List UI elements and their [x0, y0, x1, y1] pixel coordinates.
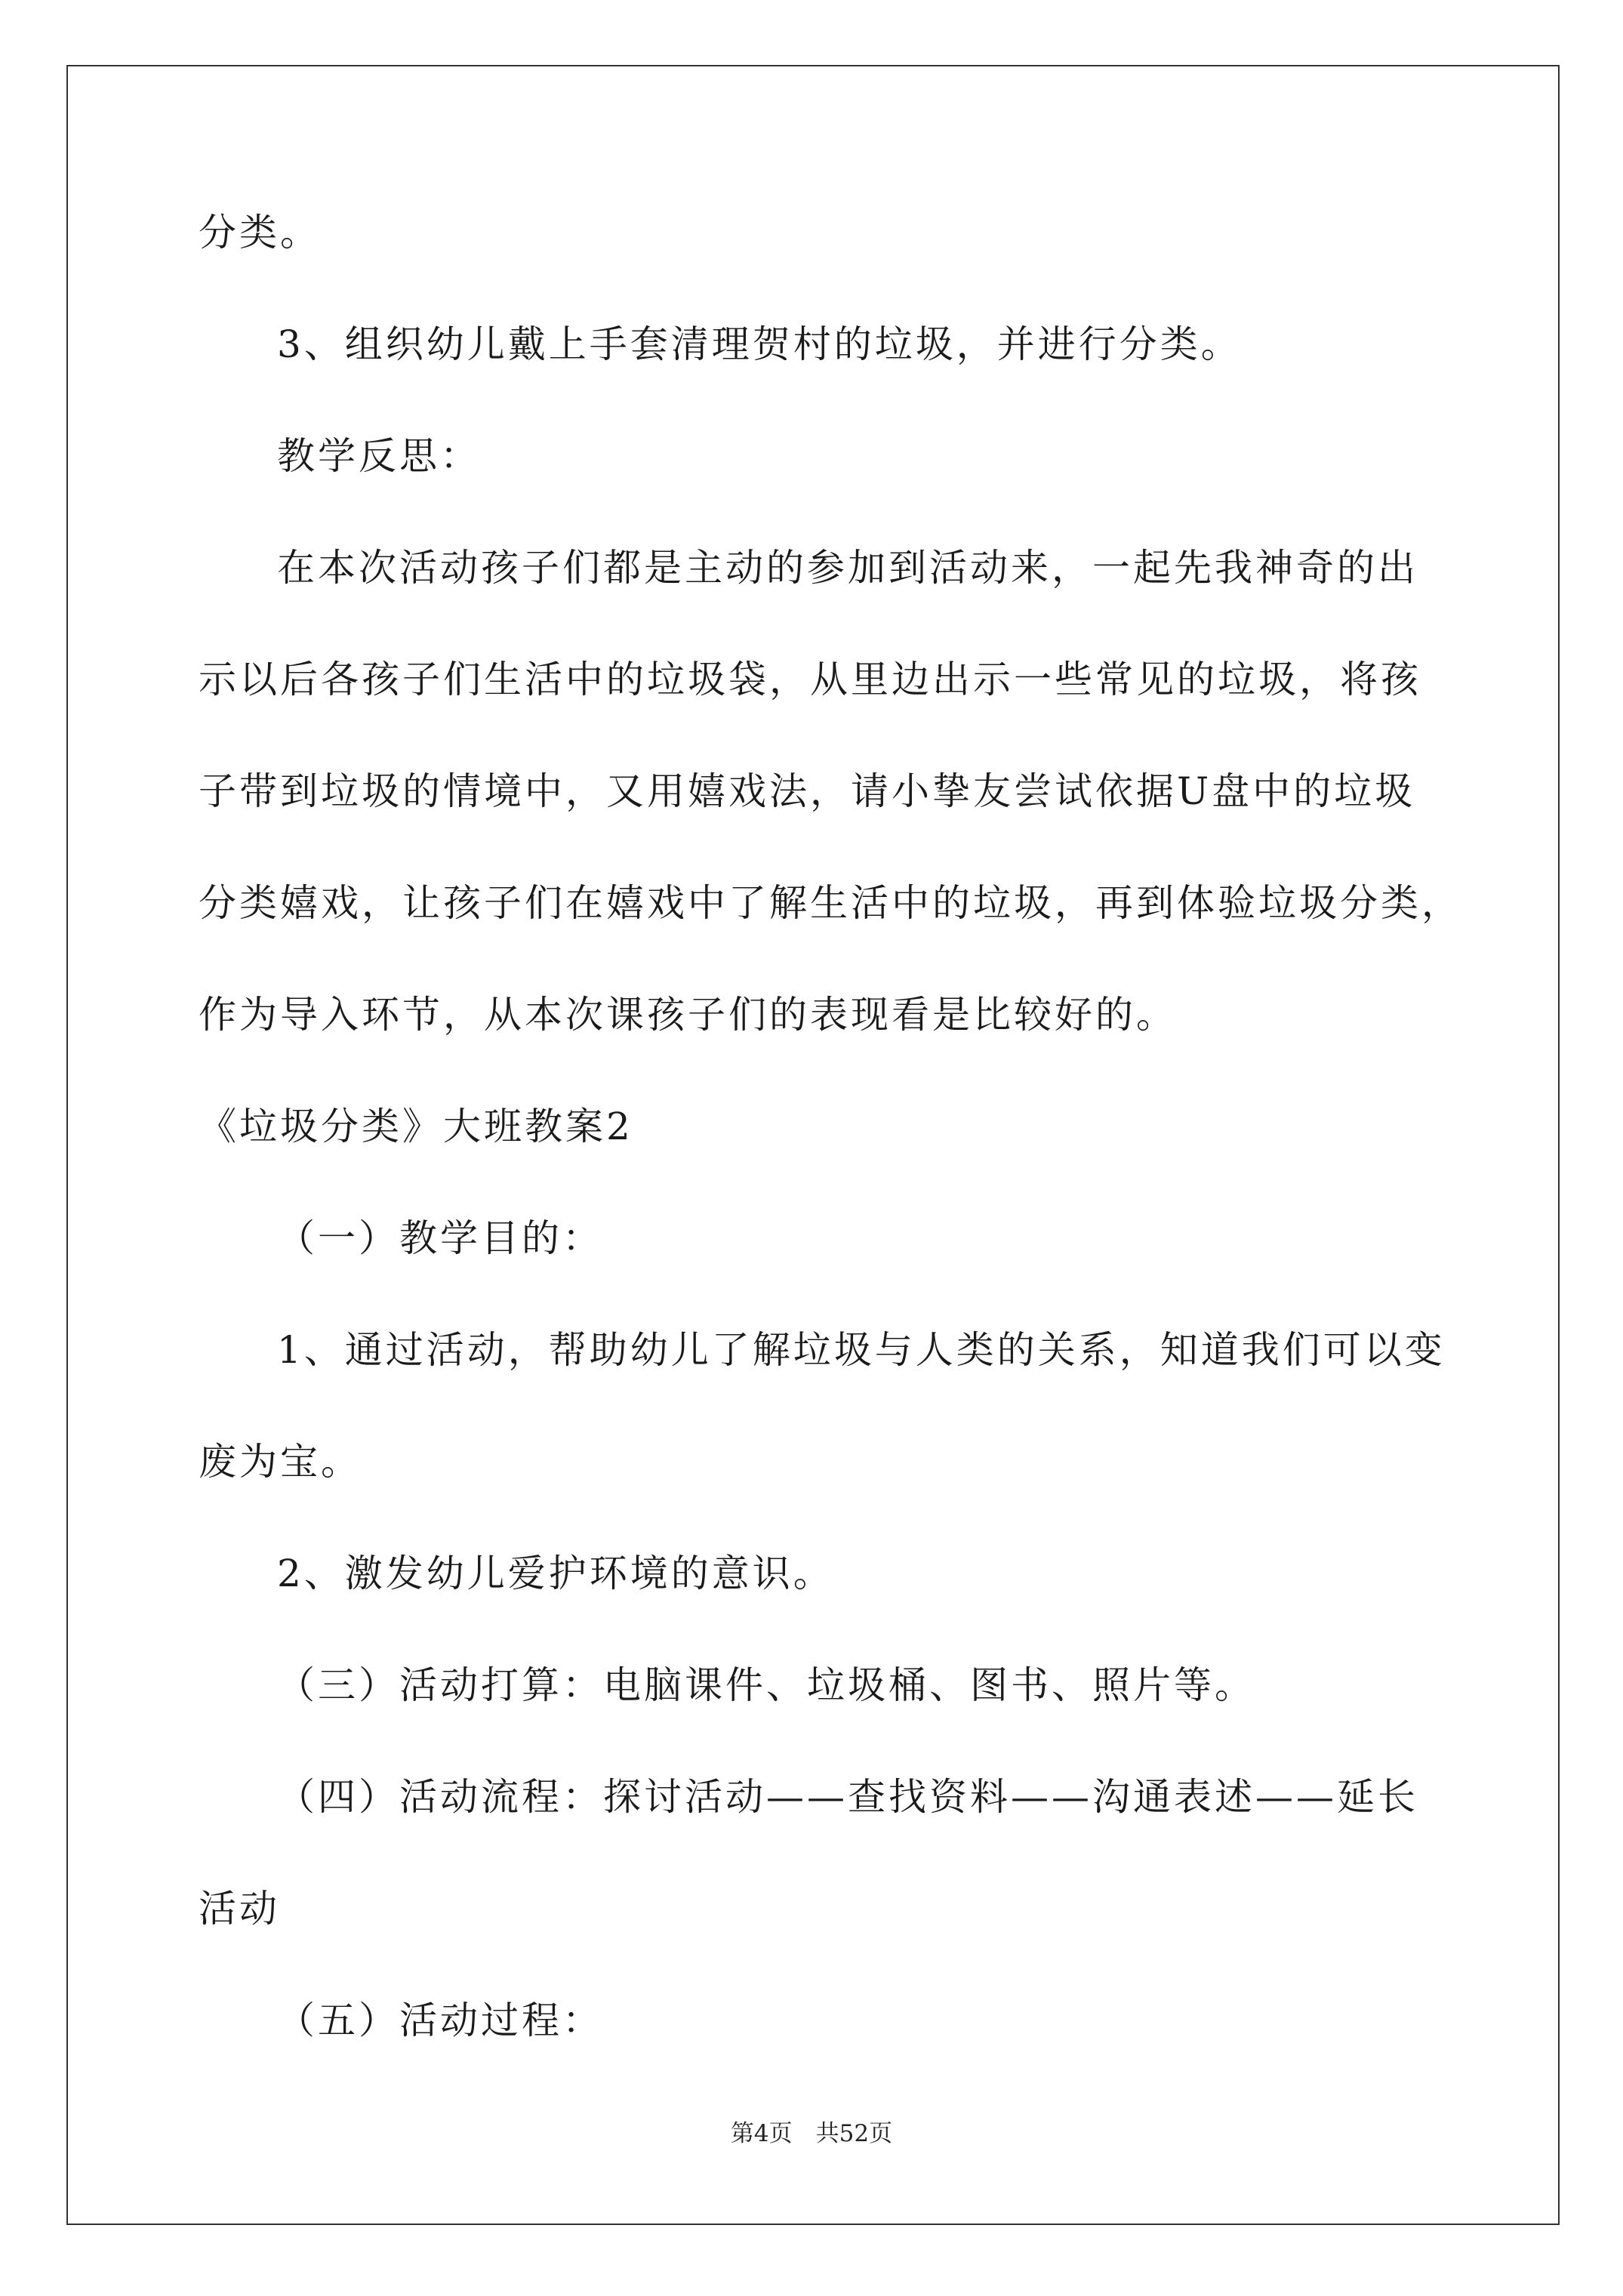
paragraph-line: 分类嬉戏，让孩子们在嬉戏中了解生活中的垃圾，再到体验垃圾分类，: [199, 881, 1462, 925]
paragraph-line: （五）活动过程：: [277, 1999, 603, 2042]
paragraph-line: 活动: [199, 1887, 280, 1931]
paragraph-line: 废为宝。: [199, 1440, 362, 1484]
paragraph-line: 示以后各孩子们生活中的垃圾袋，从里边出示一些常见的垃圾，将孩: [199, 658, 1421, 701]
paragraph-line: （四）活动流程：探讨活动——查找资料——沟通表述——延长: [277, 1775, 1418, 1819]
paragraph-line: （三）活动打算：电脑课件、垃圾桶、图书、照片等。: [277, 1663, 1255, 1707]
section-heading: 《垃圾分类》大班教案2: [199, 1105, 633, 1148]
paragraph-line: 教学反思：: [277, 434, 481, 478]
paragraph-line: 在本次活动孩子们都是主动的参加到活动来，一起先我神奇的出: [277, 546, 1418, 590]
paragraph-line: （一）教学目的：: [277, 1216, 603, 1260]
paragraph-line: 1、通过活动，帮助幼儿了解垃圾与人类的关系，知道我们可以变: [277, 1328, 1446, 1372]
paragraph-line: 3、组织幼儿戴上手套清理贺村的垃圾，并进行分类。: [277, 322, 1242, 366]
paragraph-line: 分类。: [199, 211, 321, 254]
paragraph-line: 作为导入环节，从本次课孩子们的表现看是比较好的。: [199, 993, 1177, 1037]
paragraph-line: 2、激发幼儿爱护环境的意识。: [277, 1552, 834, 1595]
paragraph-line: 子带到垃圾的情境中，又用嬉戏法，请小挚友尝试依据U盘中的垃圾: [199, 769, 1416, 813]
page-number-footer: 第4页 共52页: [730, 2120, 893, 2147]
